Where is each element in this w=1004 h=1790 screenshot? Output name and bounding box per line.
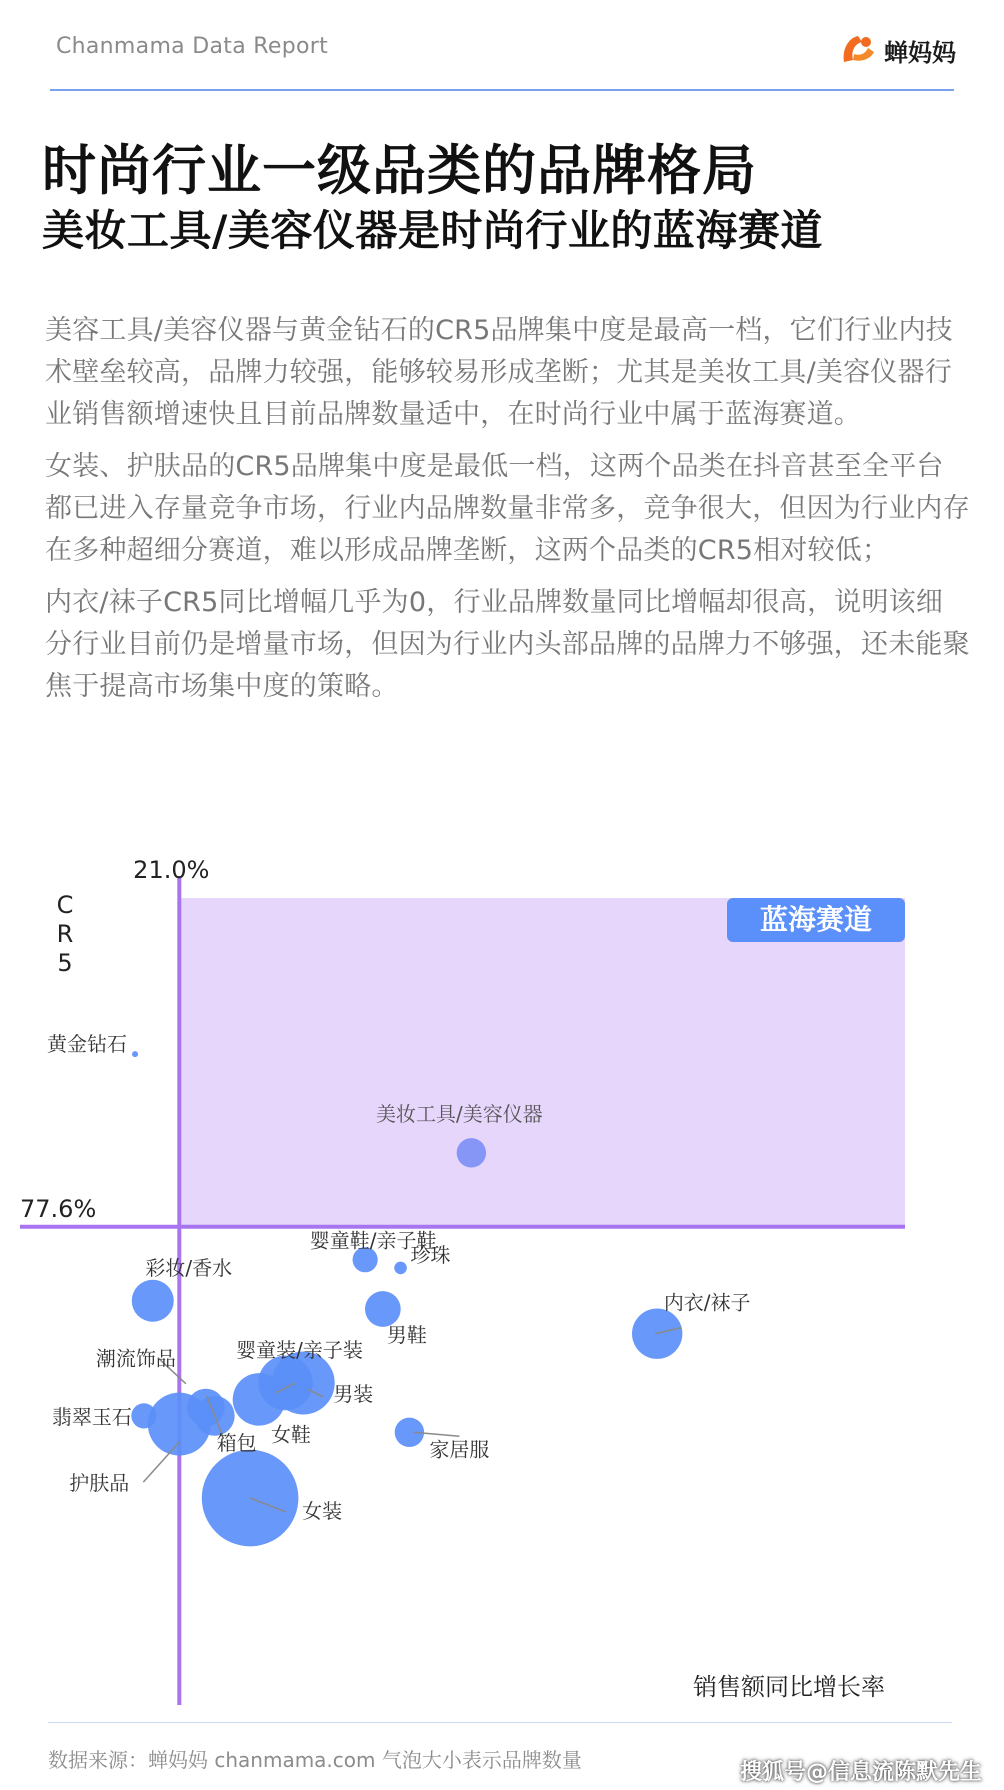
axis-label-top: 21.0% [133, 856, 210, 884]
bubble [457, 1138, 486, 1167]
bubble [148, 1393, 211, 1456]
header-brand: Chanmama Data Report [56, 34, 328, 59]
bubble-label: 婴童装/亲子装 [236, 1337, 363, 1362]
bubble-label: 珍珠 [410, 1242, 451, 1267]
bubble-chart [0, 840, 1004, 1720]
paragraph-2: 女装、护肤品的CR5品牌集中度是最低一档，这两个品类在抖音甚至全平台都已进入存量竞争市场，行业内品牌数量非常多，竞争很大，但因为行业内存在多种超细分赛道，难以形成品牌垄断，这两个品类的CR5相对较低； [45, 451, 970, 566]
bubble-label: 男装 [333, 1381, 374, 1406]
bubble-label: 彩妆/香水 [145, 1255, 233, 1280]
x-axis-label: 销售额同比增长率 [693, 1673, 885, 1701]
header-divider [50, 89, 954, 91]
logo [838, 32, 956, 68]
bubble-label: 家居服 [429, 1437, 490, 1462]
bubble [132, 1280, 174, 1322]
bubble-label: 婴童鞋/亲子鞋 [309, 1228, 437, 1253]
paragraph-3: 内衣/袜子CR5同比增幅几乎为0，行业品牌数量同比增幅却很高，说明该细分行业目前仍是增量市场，但因为行业内头部品牌的品牌力不够强，还未能聚焦于提高市场集中度的策略。 [45, 587, 970, 702]
body-text [45, 310, 970, 718]
y-axis-label-char: R [56, 920, 74, 948]
bubble-label: 女鞋 [270, 1422, 311, 1447]
footer-source: 数据来源：蝉妈妈 chanmama.com 气泡大小表示品牌数量 [48, 1748, 582, 1772]
cicada-logo-icon [838, 32, 880, 68]
bubble-label: 箱包 [216, 1430, 257, 1455]
logo-text: 蝉妈妈 [884, 38, 956, 67]
bubble [233, 1373, 286, 1426]
bubble-label: 美妆工具/美容仪器 [375, 1101, 543, 1126]
bubble-label: 潮流饰品 [95, 1346, 176, 1371]
blue-ocean-quadrant [179, 898, 905, 1227]
axis-label-left: 77.6% [20, 1194, 97, 1223]
footer-divider [48, 1722, 952, 1723]
y-axis-label-char: 5 [57, 949, 73, 977]
bubble-label: 男鞋 [386, 1323, 427, 1347]
bubble-label: 黄金钻石 [47, 1032, 128, 1057]
y-axis-label-char: C [56, 891, 74, 919]
paragraph-1: 美容工具/美容仪器与黄金钻石的CR5品牌集中度是最高一档，它们行业内技术壁垒较高，品牌力较强，能够较易形成垄断；尤其是美妆工具/美容仪器行业销售额增速快且目前品牌数量适中，在时尚行业中属于蓝海赛道。 [45, 315, 953, 430]
bubble-label: 护肤品 [69, 1471, 130, 1496]
bubble-label: 内衣/袜子 [663, 1290, 751, 1315]
bubble-label: 翡翠玉石 [51, 1404, 132, 1429]
quadrant-label: 蓝海赛道 [759, 903, 873, 936]
bubble [394, 1262, 407, 1275]
bubble [132, 1051, 138, 1057]
page-subtitle: 美妆工具/美容仪器是时尚行业的蓝海赛道 [42, 206, 823, 255]
watermark: 搜狐号@信息流陈默先生 [739, 1760, 982, 1785]
bubble-label: 女装 [302, 1499, 343, 1524]
bubble [365, 1291, 401, 1327]
page-title: 时尚行业一级品类的品牌格局 [42, 139, 757, 202]
